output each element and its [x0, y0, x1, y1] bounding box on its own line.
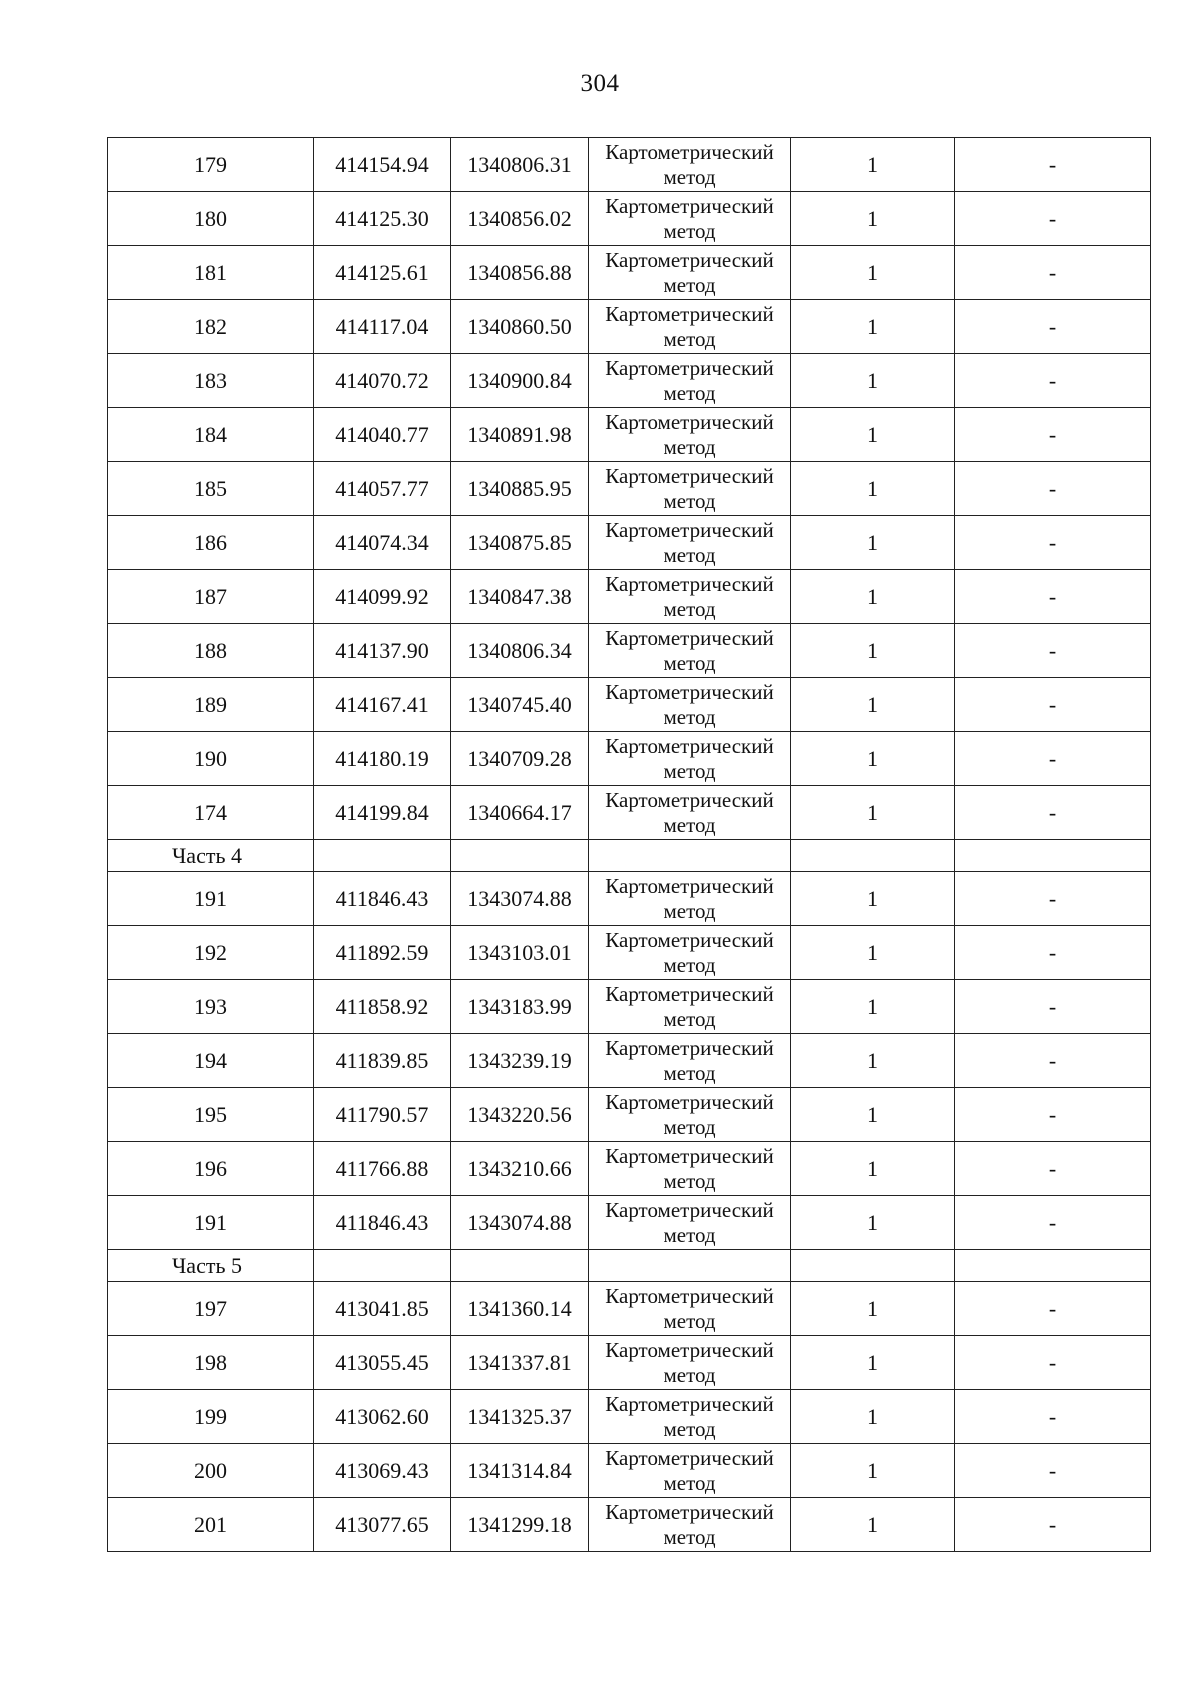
method-cell	[589, 786, 791, 840]
table-row	[108, 570, 1151, 624]
method-cell	[589, 354, 791, 408]
method-cell	[589, 138, 791, 192]
point-number-cell: 183	[108, 354, 314, 408]
method-text-line2: метод	[663, 1362, 716, 1387]
method-text-line2: метод	[663, 1416, 716, 1441]
method-cell	[589, 1498, 791, 1552]
note-cell: -	[955, 678, 1151, 732]
note-cell: -	[955, 1034, 1151, 1088]
method-text-line2: метод	[663, 542, 716, 567]
y-coordinate-cell: 1340709.28	[451, 732, 589, 786]
table-row	[108, 624, 1151, 678]
y-coordinate-cell: 1341314.84	[451, 1444, 589, 1498]
y-coordinate-cell: 1340806.34	[451, 624, 589, 678]
x-coordinate-cell: 411846.43	[314, 872, 451, 926]
method-text-line1: Картометрический	[605, 1035, 774, 1060]
x-coordinate-cell: 414137.90	[314, 624, 451, 678]
method-text-line1: Картометрический	[605, 1143, 774, 1168]
y-coordinate-cell: 1343103.01	[451, 926, 589, 980]
y-coordinate-cell: 1341337.81	[451, 1336, 589, 1390]
note-cell: -	[955, 300, 1151, 354]
point-number-cell: 180	[108, 192, 314, 246]
table-row	[108, 872, 1151, 926]
note-cell: -	[955, 1336, 1151, 1390]
method-cell	[589, 1196, 791, 1250]
point-number-cell: 185	[108, 462, 314, 516]
x-coordinate-cell: 414099.92	[314, 570, 451, 624]
x-coordinate-cell: 414125.30	[314, 192, 451, 246]
point-number-cell: 200	[108, 1444, 314, 1498]
empty-cell	[314, 840, 451, 872]
precision-cell: 1	[791, 138, 955, 192]
precision-cell: 1	[791, 354, 955, 408]
part-header-row	[108, 840, 1151, 872]
empty-cell	[955, 840, 1151, 872]
method-text-line1: Картометрический	[605, 409, 774, 434]
method-cell	[589, 246, 791, 300]
y-coordinate-cell: 1341360.14	[451, 1282, 589, 1336]
empty-cell	[955, 1250, 1151, 1282]
method-text-line1: Картометрический	[605, 1445, 774, 1470]
method-text-line2: метод	[663, 1308, 716, 1333]
method-text-line1: Картометрический	[605, 571, 774, 596]
x-coordinate-cell: 411839.85	[314, 1034, 451, 1088]
y-coordinate-cell: 1343210.66	[451, 1142, 589, 1196]
y-coordinate-cell: 1340856.88	[451, 246, 589, 300]
method-text-line1: Картометрический	[605, 1089, 774, 1114]
method-text-line2: метод	[663, 1168, 716, 1193]
method-text-line2: метод	[663, 704, 716, 729]
table-row	[108, 1498, 1151, 1552]
empty-cell	[314, 1250, 451, 1282]
note-cell: -	[955, 1142, 1151, 1196]
coordinates-table-body	[108, 138, 1151, 1552]
table-row	[108, 1034, 1151, 1088]
method-cell	[589, 980, 791, 1034]
x-coordinate-cell: 411846.43	[314, 1196, 451, 1250]
x-coordinate-cell: 413069.43	[314, 1444, 451, 1498]
point-number-cell: 197	[108, 1282, 314, 1336]
method-cell	[589, 926, 791, 980]
table-row	[108, 1390, 1151, 1444]
table-row	[108, 192, 1151, 246]
method-cell	[589, 624, 791, 678]
method-cell	[589, 678, 791, 732]
y-coordinate-cell: 1341299.18	[451, 1498, 589, 1552]
y-coordinate-cell: 1340856.02	[451, 192, 589, 246]
method-text-line1: Картометрический	[605, 247, 774, 272]
method-text-line1: Картометрический	[605, 625, 774, 650]
method-cell	[589, 516, 791, 570]
method-text-line2: метод	[663, 898, 716, 923]
precision-cell: 1	[791, 462, 955, 516]
precision-cell: 1	[791, 1336, 955, 1390]
precision-cell: 1	[791, 570, 955, 624]
part-label: Часть 5	[108, 1250, 314, 1282]
point-number-cell: 188	[108, 624, 314, 678]
method-text-line1: Картометрический	[605, 981, 774, 1006]
table-row	[108, 408, 1151, 462]
empty-cell	[589, 1250, 791, 1282]
table-row	[108, 732, 1151, 786]
x-coordinate-cell: 411790.57	[314, 1088, 451, 1142]
y-coordinate-cell: 1343220.56	[451, 1088, 589, 1142]
x-coordinate-cell: 413041.85	[314, 1282, 451, 1336]
method-text-line1: Картометрический	[605, 355, 774, 380]
y-coordinate-cell: 1343183.99	[451, 980, 589, 1034]
method-text-line1: Картометрический	[605, 787, 774, 812]
y-coordinate-cell: 1340860.50	[451, 300, 589, 354]
method-text-line2: метод	[663, 1470, 716, 1495]
precision-cell: 1	[791, 786, 955, 840]
precision-cell: 1	[791, 246, 955, 300]
point-number-cell: 181	[108, 246, 314, 300]
x-coordinate-cell: 414074.34	[314, 516, 451, 570]
note-cell: -	[955, 462, 1151, 516]
method-cell	[589, 408, 791, 462]
table-row	[108, 678, 1151, 732]
method-text-line1: Картометрический	[605, 1283, 774, 1308]
note-cell: -	[955, 872, 1151, 926]
table-row	[108, 980, 1151, 1034]
x-coordinate-cell: 411766.88	[314, 1142, 451, 1196]
table-row	[108, 246, 1151, 300]
table-row	[108, 138, 1151, 192]
method-cell	[589, 1336, 791, 1390]
x-coordinate-cell: 414117.04	[314, 300, 451, 354]
y-coordinate-cell: 1340885.95	[451, 462, 589, 516]
point-number-cell: 195	[108, 1088, 314, 1142]
note-cell: -	[955, 624, 1151, 678]
method-text-line2: метод	[663, 1006, 716, 1031]
precision-cell: 1	[791, 1498, 955, 1552]
point-number-cell: 191	[108, 872, 314, 926]
y-coordinate-cell: 1341325.37	[451, 1390, 589, 1444]
method-text-line2: метод	[663, 326, 716, 351]
point-number-cell: 189	[108, 678, 314, 732]
point-number-cell: 174	[108, 786, 314, 840]
point-number-cell: 186	[108, 516, 314, 570]
y-coordinate-cell: 1340891.98	[451, 408, 589, 462]
note-cell: -	[955, 354, 1151, 408]
precision-cell: 1	[791, 678, 955, 732]
coordinates-table	[107, 137, 1151, 1552]
precision-cell: 1	[791, 1088, 955, 1142]
x-coordinate-cell: 414070.72	[314, 354, 451, 408]
note-cell: -	[955, 408, 1151, 462]
table-row	[108, 1088, 1151, 1142]
precision-cell: 1	[791, 980, 955, 1034]
point-number-cell: 182	[108, 300, 314, 354]
part-label: Часть 4	[108, 840, 314, 872]
method-text-line1: Картометрический	[605, 139, 774, 164]
method-text-line1: Картометрический	[605, 301, 774, 326]
method-text-line2: метод	[663, 758, 716, 783]
table-row	[108, 1196, 1151, 1250]
method-text-line2: метод	[663, 1524, 716, 1549]
note-cell: -	[955, 138, 1151, 192]
table-row	[108, 354, 1151, 408]
precision-cell: 1	[791, 1282, 955, 1336]
method-text-line1: Картометрический	[605, 1391, 774, 1416]
y-coordinate-cell: 1343074.88	[451, 1196, 589, 1250]
method-text-line2: метод	[663, 434, 716, 459]
y-coordinate-cell: 1340875.85	[451, 516, 589, 570]
y-coordinate-cell: 1343074.88	[451, 872, 589, 926]
table-row	[108, 1142, 1151, 1196]
method-text-line2: метод	[663, 380, 716, 405]
method-text-line1: Картометрический	[605, 733, 774, 758]
table-row	[108, 516, 1151, 570]
table-row	[108, 462, 1151, 516]
empty-cell	[791, 1250, 955, 1282]
point-number-cell: 190	[108, 732, 314, 786]
method-text-line2: метод	[663, 650, 716, 675]
point-number-cell: 198	[108, 1336, 314, 1390]
precision-cell: 1	[791, 516, 955, 570]
x-coordinate-cell: 414154.94	[314, 138, 451, 192]
method-text-line2: метод	[663, 952, 716, 977]
method-text-line2: метод	[663, 1114, 716, 1139]
precision-cell: 1	[791, 1142, 955, 1196]
precision-cell: 1	[791, 300, 955, 354]
empty-cell	[451, 840, 589, 872]
method-cell	[589, 1088, 791, 1142]
note-cell: -	[955, 192, 1151, 246]
page-number: 304	[580, 70, 620, 97]
empty-cell	[589, 840, 791, 872]
note-cell: -	[955, 570, 1151, 624]
precision-cell: 1	[791, 732, 955, 786]
point-number-cell: 201	[108, 1498, 314, 1552]
table-row	[108, 1444, 1151, 1498]
x-coordinate-cell: 414040.77	[314, 408, 451, 462]
point-number-cell: 196	[108, 1142, 314, 1196]
point-number-cell: 184	[108, 408, 314, 462]
method-cell	[589, 1142, 791, 1196]
x-coordinate-cell: 414125.61	[314, 246, 451, 300]
method-text-line1: Картометрический	[605, 927, 774, 952]
method-cell	[589, 1444, 791, 1498]
precision-cell: 1	[791, 1390, 955, 1444]
method-text-line1: Картометрический	[605, 679, 774, 704]
table-row	[108, 1336, 1151, 1390]
x-coordinate-cell: 414167.41	[314, 678, 451, 732]
y-coordinate-cell: 1343239.19	[451, 1034, 589, 1088]
x-coordinate-cell: 413055.45	[314, 1336, 451, 1390]
method-cell	[589, 732, 791, 786]
method-text-line2: метод	[663, 1222, 716, 1247]
y-coordinate-cell: 1340745.40	[451, 678, 589, 732]
note-cell: -	[955, 1498, 1151, 1552]
x-coordinate-cell: 414057.77	[314, 462, 451, 516]
x-coordinate-cell: 411858.92	[314, 980, 451, 1034]
note-cell: -	[955, 516, 1151, 570]
method-cell	[589, 192, 791, 246]
precision-cell: 1	[791, 872, 955, 926]
precision-cell: 1	[791, 192, 955, 246]
y-coordinate-cell: 1340664.17	[451, 786, 589, 840]
empty-cell	[791, 840, 955, 872]
point-number-cell: 194	[108, 1034, 314, 1088]
method-text-line1: Картометрический	[605, 1337, 774, 1362]
x-coordinate-cell: 413062.60	[314, 1390, 451, 1444]
method-cell	[589, 462, 791, 516]
method-text-line1: Картометрический	[605, 1197, 774, 1222]
empty-cell	[451, 1250, 589, 1282]
note-cell: -	[955, 732, 1151, 786]
precision-cell: 1	[791, 1444, 955, 1498]
method-text-line2: метод	[663, 488, 716, 513]
point-number-cell: 193	[108, 980, 314, 1034]
table-row	[108, 300, 1151, 354]
method-cell	[589, 1390, 791, 1444]
table-row	[108, 926, 1151, 980]
method-text-line2: метод	[663, 812, 716, 837]
precision-cell: 1	[791, 624, 955, 678]
note-cell: -	[955, 926, 1151, 980]
x-coordinate-cell: 414199.84	[314, 786, 451, 840]
precision-cell: 1	[791, 1034, 955, 1088]
note-cell: -	[955, 1088, 1151, 1142]
y-coordinate-cell: 1340847.38	[451, 570, 589, 624]
method-text-line2: метод	[663, 272, 716, 297]
note-cell: -	[955, 1196, 1151, 1250]
method-text-line2: метод	[663, 596, 716, 621]
point-number-cell: 199	[108, 1390, 314, 1444]
method-text-line2: метод	[663, 1060, 716, 1085]
x-coordinate-cell: 411892.59	[314, 926, 451, 980]
note-cell: -	[955, 1282, 1151, 1336]
note-cell: -	[955, 1444, 1151, 1498]
note-cell: -	[955, 246, 1151, 300]
method-text-line1: Картометрический	[605, 463, 774, 488]
note-cell: -	[955, 786, 1151, 840]
precision-cell: 1	[791, 926, 955, 980]
precision-cell: 1	[791, 1196, 955, 1250]
point-number-cell: 179	[108, 138, 314, 192]
note-cell: -	[955, 1390, 1151, 1444]
table-row	[108, 1282, 1151, 1336]
method-text-line1: Картометрический	[605, 517, 774, 542]
method-cell	[589, 872, 791, 926]
x-coordinate-cell: 414180.19	[314, 732, 451, 786]
method-cell	[589, 1282, 791, 1336]
method-text-line1: Картометрический	[605, 1499, 774, 1524]
method-text-line1: Картометрический	[605, 193, 774, 218]
method-text-line2: метод	[663, 164, 716, 189]
method-cell	[589, 300, 791, 354]
x-coordinate-cell: 413077.65	[314, 1498, 451, 1552]
y-coordinate-cell: 1340900.84	[451, 354, 589, 408]
note-cell: -	[955, 980, 1151, 1034]
method-cell	[589, 570, 791, 624]
point-number-cell: 191	[108, 1196, 314, 1250]
point-number-cell: 192	[108, 926, 314, 980]
method-cell	[589, 1034, 791, 1088]
point-number-cell: 187	[108, 570, 314, 624]
y-coordinate-cell: 1340806.31	[451, 138, 589, 192]
part-header-row	[108, 1250, 1151, 1282]
table-row	[108, 786, 1151, 840]
precision-cell: 1	[791, 408, 955, 462]
method-text-line1: Картометрический	[605, 873, 774, 898]
method-text-line2: метод	[663, 218, 716, 243]
